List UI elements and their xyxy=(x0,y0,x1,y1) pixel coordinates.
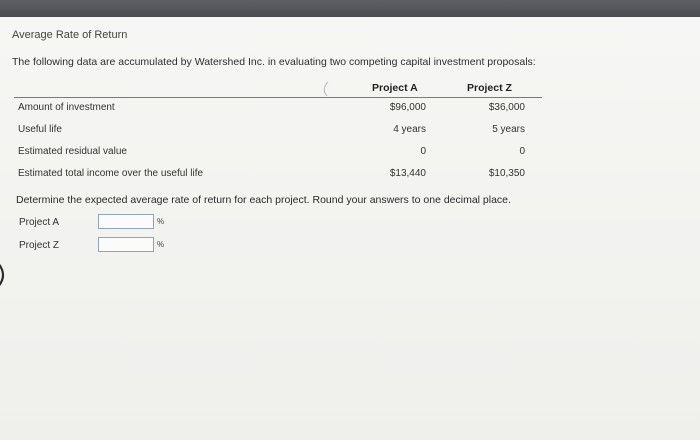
row-label-residual-value: Estimated residual value xyxy=(18,146,127,157)
left-edge-arc-icon xyxy=(0,257,12,293)
bracket-mark-icon xyxy=(318,81,332,97)
answer-label-project-a: Project A xyxy=(19,217,60,228)
question-instruction: Determine the expected average rate of return for each project. Round your answers to one decimal place. xyxy=(16,194,511,206)
cell-useful-life-z: 5 years xyxy=(492,124,525,135)
column-header-project-a: Project A xyxy=(372,82,418,94)
cell-total-income-a: $13,440 xyxy=(389,168,426,179)
header-divider xyxy=(14,97,542,98)
answer-input-project-z[interactable] xyxy=(98,237,154,252)
row-label-investment: Amount of investment xyxy=(18,102,115,113)
cell-total-income-z: $10,350 xyxy=(488,168,525,179)
problem-intro: The following data are accumulated by Watershed Inc. in evaluating two competing capital investment proposals: xyxy=(12,56,536,68)
page-title: Average Rate of Return xyxy=(12,29,128,41)
answer-input-project-a[interactable] xyxy=(98,214,154,229)
cell-investment-z: $36,000 xyxy=(488,102,525,113)
percent-unit-a: % xyxy=(157,217,165,226)
column-header-project-z: Project Z xyxy=(467,82,512,94)
problem-page xyxy=(0,17,700,440)
cell-residual-value-a: 0 xyxy=(420,146,426,157)
cell-investment-a: $96,000 xyxy=(389,102,426,113)
browser-top-bar xyxy=(0,0,700,17)
percent-unit-z: % xyxy=(157,240,165,249)
row-label-useful-life: Useful life xyxy=(18,124,62,135)
row-label-total-income: Estimated total income over the useful life xyxy=(18,168,204,179)
cell-residual-value-z: 0 xyxy=(519,146,525,157)
cell-useful-life-a: 4 years xyxy=(393,124,426,135)
answer-label-project-z: Project Z xyxy=(19,240,60,251)
